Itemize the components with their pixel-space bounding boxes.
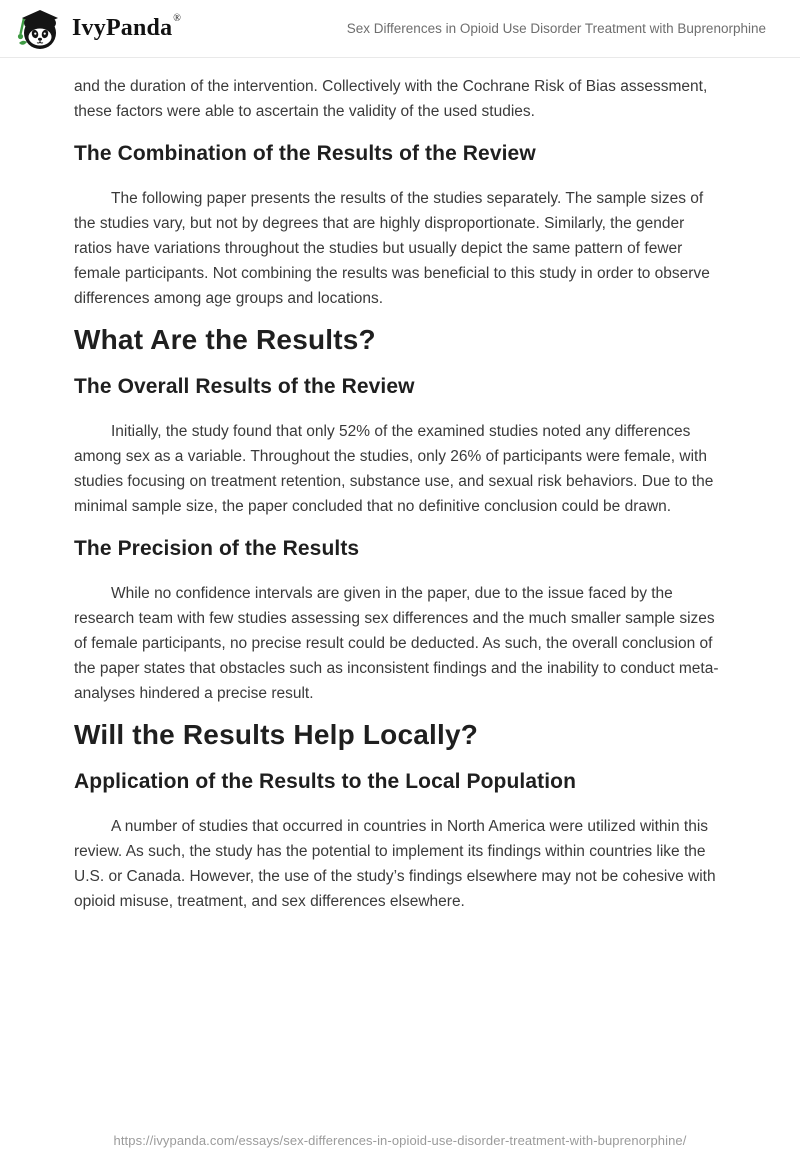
panda-face (29, 28, 52, 45)
document-title: Sex Differences in Opioid Use Disorder Treatment with Buprenorphine (346, 21, 766, 36)
section-heading: Will the Results Help Locally? (74, 719, 479, 750)
paragraph: and the duration of the intervention. Collectively with the Cochrane Risk of Bias assessment, these factors were able to ascertain the validity of the used studies. (74, 78, 708, 120)
document-body (0, 58, 800, 914)
tassel-end (18, 33, 23, 38)
tassel (21, 18, 25, 34)
subsection-heading: The Precision of the Results (74, 537, 360, 560)
page-header (0, 0, 800, 58)
paragraph: Initially, the study found that only 52% of the examined studies noted any differences among sex as a variable. Throughout the studies, only 26% of participants were female, with studies focusing on treatment retention, substance use, and sexual risk behaviors. Due to the minimal sample size, the paper concluded that no definitive conclusion could be drawn. (74, 423, 714, 515)
eye (44, 32, 46, 34)
paragraph: While no confidence intervals are given in the paper, due to the issue faced by the research team with few studies assessing sex differences and the much smaller sample sizes of female participants, no precise result could be deducted. As such, the overall conclusion of the paper states that obstacles such as inconsistent findings and the inability to conduct meta-analyses hindered a precise result. (74, 585, 719, 702)
subsection-heading: The Overall Results of the Review (74, 375, 415, 398)
eye (34, 32, 36, 34)
cap-base (34, 23, 46, 28)
ivypanda-logo-icon (14, 6, 62, 52)
subsection-heading: Application of the Results to the Local Population (74, 770, 577, 793)
brand-name: IvyPanda (72, 15, 173, 41)
section-heading: What Are the Results? (74, 324, 376, 355)
source-url: https://ivypanda.com/essays/sex-differences-in-opioid-use-disorder-treatment-with-buprenorphine/ (113, 1133, 687, 1148)
subsection-heading: The Combination of the Results of the Review (74, 142, 536, 165)
registered-mark: ® (173, 12, 181, 24)
ivy-leaf (19, 40, 27, 44)
paragraph: A number of studies that occurred in countries in North America were utilized within this review. As such, the study has the potential to implement its findings within countries like the U.S. or Canada. However, the use of the study’s findings elsewhere may not be cohesive with opioid misuse, treatment, and sex differences elsewhere. (74, 818, 716, 910)
paragraph: The following paper presents the results of the studies separately. The sample sizes of the studies vary, but not by degrees that are highly disproportionate. Similarly, the gender ratios have variations throughout the studies but usually depict the same pattern of fewer female participants. Not combining the results was beneficial to this study in order to observe differences among age groups and locations. (74, 190, 710, 307)
page-footer (0, 1133, 800, 1148)
nose (38, 37, 42, 40)
brand (14, 6, 180, 52)
